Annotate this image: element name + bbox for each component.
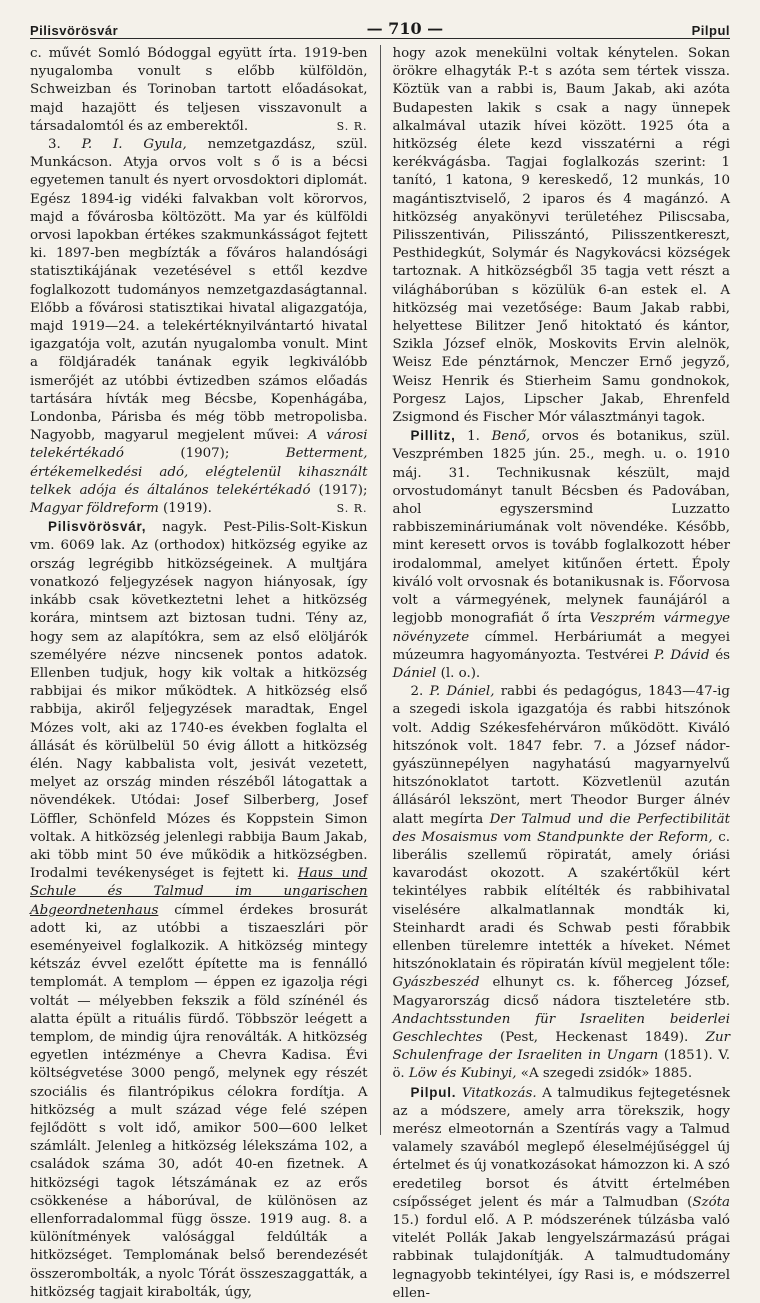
entry-headword: Pilisvörösvár, (48, 519, 147, 535)
entry-text: «A szegedi zsidók» 1885. (516, 1066, 693, 1082)
work-title: Zur Schulenfrage der Israeliten in Ungarn (392, 1029, 730, 1064)
cross-reference: Löw és Kubinyi, (408, 1066, 517, 1082)
work-title: Magyar földreform (30, 501, 159, 517)
cross-reference: P. Dávid (654, 647, 710, 663)
entry-text: (1851). V. ö. (392, 1048, 730, 1082)
author-signature: S. R. (336, 119, 368, 133)
header-left-keyword: Pilisvörösvár (30, 23, 119, 38)
entry-name: Benő, (491, 429, 531, 445)
entry-text: c. művét Somló Bódoggal együtt írta. 1919-ben nyugalomba vonult s előbb külföldön, Schweizban és Torinoban tartott előadásokat, majd hazajött és teljesen visszavonult a társadalomtól és az emberektől. (30, 46, 368, 134)
entry-pillitz-daniel (393, 683, 731, 1083)
author-signature: S. R. (336, 502, 368, 516)
running-header (30, 14, 730, 39)
entry-text: c. liberális szellemű röpiratát, amely óriási kavarodást okozott. A szakértőkül kért tekintélyes rabbik elítélték és rabbihivatal viselésére alkalmatlannak mondták ki, Steinhardt aradi és Schwab pesti főrabbik ellenben türelemre intették a híveket. Német hitszónoklatain és röpiratán kívül megjelent tőle: (392, 829, 731, 973)
entry-text: (1907); (124, 446, 286, 462)
entry-name: P. I. Gyula, (81, 137, 187, 153)
left-column (30, 45, 368, 1300)
entry-text: (1917); (310, 482, 368, 498)
entry-text: A talmudikus fejtegetésnek az a módszere, amely arra törekszik, hogy merész elmeotornán a Szentírás vagy a Talmud valamely szavából meglepő éleselméjűséggel új értelmet és új vonatkozásokat hámozzon ki. A szó eredetileg borsot és átvitt értelmében csípősséget jelent és már a Talmudban ( (392, 1085, 730, 1210)
entry-text: hogy azok menekülni voltak kénytelen. Sokan örökre elhagyták P.-t s azóta sem tértek vissza. Köztük van a rabbi is, Baum Jakab, aki azóta Budapesten lakik s csak a nagy ünnepek alkalmával utazik hívei között. 1925 óta a hitközség élete kezd visszatérni a régi kerékvágásba. Tagjai foglalkozás szerint: 1 tanító, 1 katona, 9 kereskedő, 12 munkás, 10 magántisztviselő, 2 iparos és 4 magánzó. A hitközség anyakönyvi területéhez Piliscsaba, Pilisszentiván, Pilisszántó, Pilisszentkereszt, Pesthidegkút, Solymár és Nagykovácsi községek tartoznak. A hitközségből 35 tagja vett részt a világháborúban s közülük 6-an estek el. A hitközség mai vezetősége: Baum Jakab rabbi, helyettese Bilitzer Jenő hitoktató és kántor, Szikla József elnök, Moskovits Ervin alelnök, Weisz Ede pénztárnok, Menczer Ernő jegyző, Weisz Henrik és Stierheim Samu gondnokok, Porgesz Lajos, Lipscher Jakab, Ehrenfeld Zsigmond és Fischer Mór választmányi tagok. (392, 46, 730, 426)
entry-text: nemzetgazdász, szül. Munkácson. Atyja orvos volt s ő is a bécsi egyetemen tanult és nyert orvosdoktori diplomát. Egész 1894-ig vidéki falvakban volt körorvos, majd a fővárosba költözött. Ma yar és külföldi orvosi lapokban értékes szakmunkásságot fejtett ki. 1897-ben megbízták a főváros halandósági statisztikájának vezetésével s ettől kezdve foglalkozott tudományos nemzetgazdaságtannal. Előbb a fővárosi statisztikai hivatal aligazgatója, majd 1919—24. a telekértéknyilvántartó hivatal igazgatója volt, azután nyugalomba vonult. Mint a földjáradék tanának egyik legkiválóbb ismerőjét az utóbbi évtizedben számos előadás tartására hívták meg Bécsbe, Kopenhágába, Londonba, Párisba és még több metropolisba. Nagyobb, magyarul megjelent művei: (30, 137, 368, 444)
work-title: Der Talmud und die Perfectibilität des Mosaismus vom Standpunkte der Reform, (392, 811, 730, 845)
entry-polanyi-gyula (30, 136, 368, 518)
entry-name: P. Dániel, (429, 684, 495, 700)
page-number: — 710 — (366, 19, 444, 38)
entry-number: 2. (410, 684, 424, 700)
entry-text: (1919). (158, 501, 212, 517)
entry-text: orvos és botanikus, szül. Veszprémben 1825 jún. 25., megh. u. o. 1910 máj. 31. Technikusnak készült, majd orvostudományt tanult Bécsben és Padovában, ahol egyszersmind Luzzatto rabbiszemináriumának volt növendéke. Később, mint keresett orvos is tovább foglalkozott héber irodalommal, amelyet kitűnően értett. Époly kiváló volt orvosnak és botanikusnak is. Főorvosa volt a vármegyének, melynek faunájáról a legjobb monografiát ő írta (392, 429, 730, 627)
cross-reference: Szóta (692, 1194, 730, 1210)
work-title: Andachtsstunden für Israeliten beiderlei Geschlechtes (392, 1011, 730, 1045)
entry-continuation (393, 45, 731, 427)
right-column (392, 45, 731, 1301)
entry-pillitz-beno (393, 427, 731, 683)
work-title: Betterment, értékemelkedési adó, elégtelenül kihasznált telkek adója és általános telekértékadó (30, 446, 368, 498)
entry-number: 3. (48, 137, 61, 153)
entry-pilisvorosvar (30, 518, 368, 1302)
header-right-keyword: Pilpul (691, 23, 730, 38)
entry-text: és (709, 647, 730, 663)
work-title: Haus und Schule és Talmud im ungarischen Abgeordnetenhaus (30, 866, 368, 918)
entry-text: 15.) fordul elő. A P. módszerének túlzásba való vitelét Pollák Jakab lengyelszármazású prágai rabbinak tulajdonítják. A talmudtudomány legnagyobb tekintélyei, így Rasi is, e módszerrel ellen- (392, 1213, 730, 1301)
entry-continuation (30, 45, 368, 136)
entry-text: elhunyt cs. k. főherceg József, Magyarország dicső nádora tiszteletére stb. (392, 975, 730, 1009)
entry-text: címmel. Herbáriumát a megyei múzeumra hagyományozta. Testvérei (392, 629, 730, 663)
entry-gloss: Vitatkozás. (461, 1085, 537, 1101)
entry-text: (l. o.). (436, 665, 481, 681)
work-title: A városi telekértékadó (30, 428, 368, 462)
entry-text: (Pest, Heckenast 1849). (482, 1029, 706, 1045)
entry-headword: Pilpul. (410, 1084, 457, 1100)
work-title: Gyászbeszéd (392, 975, 480, 991)
entry-number: 1. (455, 429, 492, 445)
cross-reference: Dániel (392, 665, 437, 681)
entry-text: rabbi és pedagógus, 1843—47-ig a szegedi iskola igazgatója és rabbi hitszónok volt. Addig Székesfehérváron működött. Kiváló hitszónok volt. 1847 febr. 7. a József nádor-gyászünnepélyen nagyhatású magyarnyelvű hitszónoklatot tartott. Közvetlenül azután állásáról lekszönt, mert Theodor Burger álnév alatt megírta (392, 684, 730, 827)
work-title: Veszprém vármegye növényzete (392, 611, 730, 645)
text-columns (30, 45, 731, 1301)
entry-text: nagyk. Pest-Pilis-Solt-Kiskun vm. 6069 lak. Az (orthodox) hitközség egyike az ország legrégibb hitközségeinek. A multjára vonatkozó feljegyzések nagyon hiányosak, így inkább csak következtetni lehet a hitközség korára, mintsem azt biztosan tudni. Tény az, hogy sem az alapítókra, sem az első elöljárók személyére nézve nincsenek pontos adatok. Ellenben tudjuk, hogy kik voltak a hitközség rabbijai és mikor működtek. A hitközség első rabbija, akiről feljegyzések maradtak, Engel Mózes volt, aki az 1740-es években foglalta el állását és körülbelül 50 évig állott a hitközség élén. Nagy kabbalista volt, jesivát vezetett, melyet az ország minden részéből látogattak a növendékek. Utódai: Josef Silberberg, Josef Löffler, Schönfeld Mózes és Koppstein Simon voltak. A hitközség jelenlegi rabbija Baum Jakab, aki több mint 50 éve működik a hitközségben. Irodalmi tevékenységet is fejtett ki. (30, 520, 368, 882)
entry-pilpul (393, 1084, 731, 1303)
entry-headword: Pillitz, (410, 428, 456, 444)
entry-text: címmel érdekes brosurát adott ki, az utóbbi a tiszaeszlári pör eseményeivel foglalkozik. A hitközség mintegy kétszáz évvel ezelőtt építette ma is fennálló templomát. A templom — éppen ez igazolja régi voltát — mélyebben fekszik a föld színénél és alatta épült a rituális fürdő. Többször leégett a templom, de mindig újra renoválták. A hitközség egyetlen intézménye a Chevra Kadisa. Évi költségvetése 3000 pengő, melynek egy részét szociális és filantrópikus célokra fordítja. A hitközség a mult század vége felé szépen fejlődött s volt idő, amikor 500—600 lelket számlált. Jelenleg a hitközség lélekszáma 102, a családok száma 30, adót 40-en fizetnek. A hitközségi tagok létszámának ez az erős csökkenése a háborúval, de különösen az ellenforradalommal függ össze. 1919 aug. 8. a különítmények valósággal feldúlták a hitközséget. Templomának belső berendezését összerombolták, a nyolc Tórát összeszaggatták, a hitközség tagjait kirabolták, úgy, (30, 902, 368, 1300)
column-divider (380, 45, 381, 1135)
